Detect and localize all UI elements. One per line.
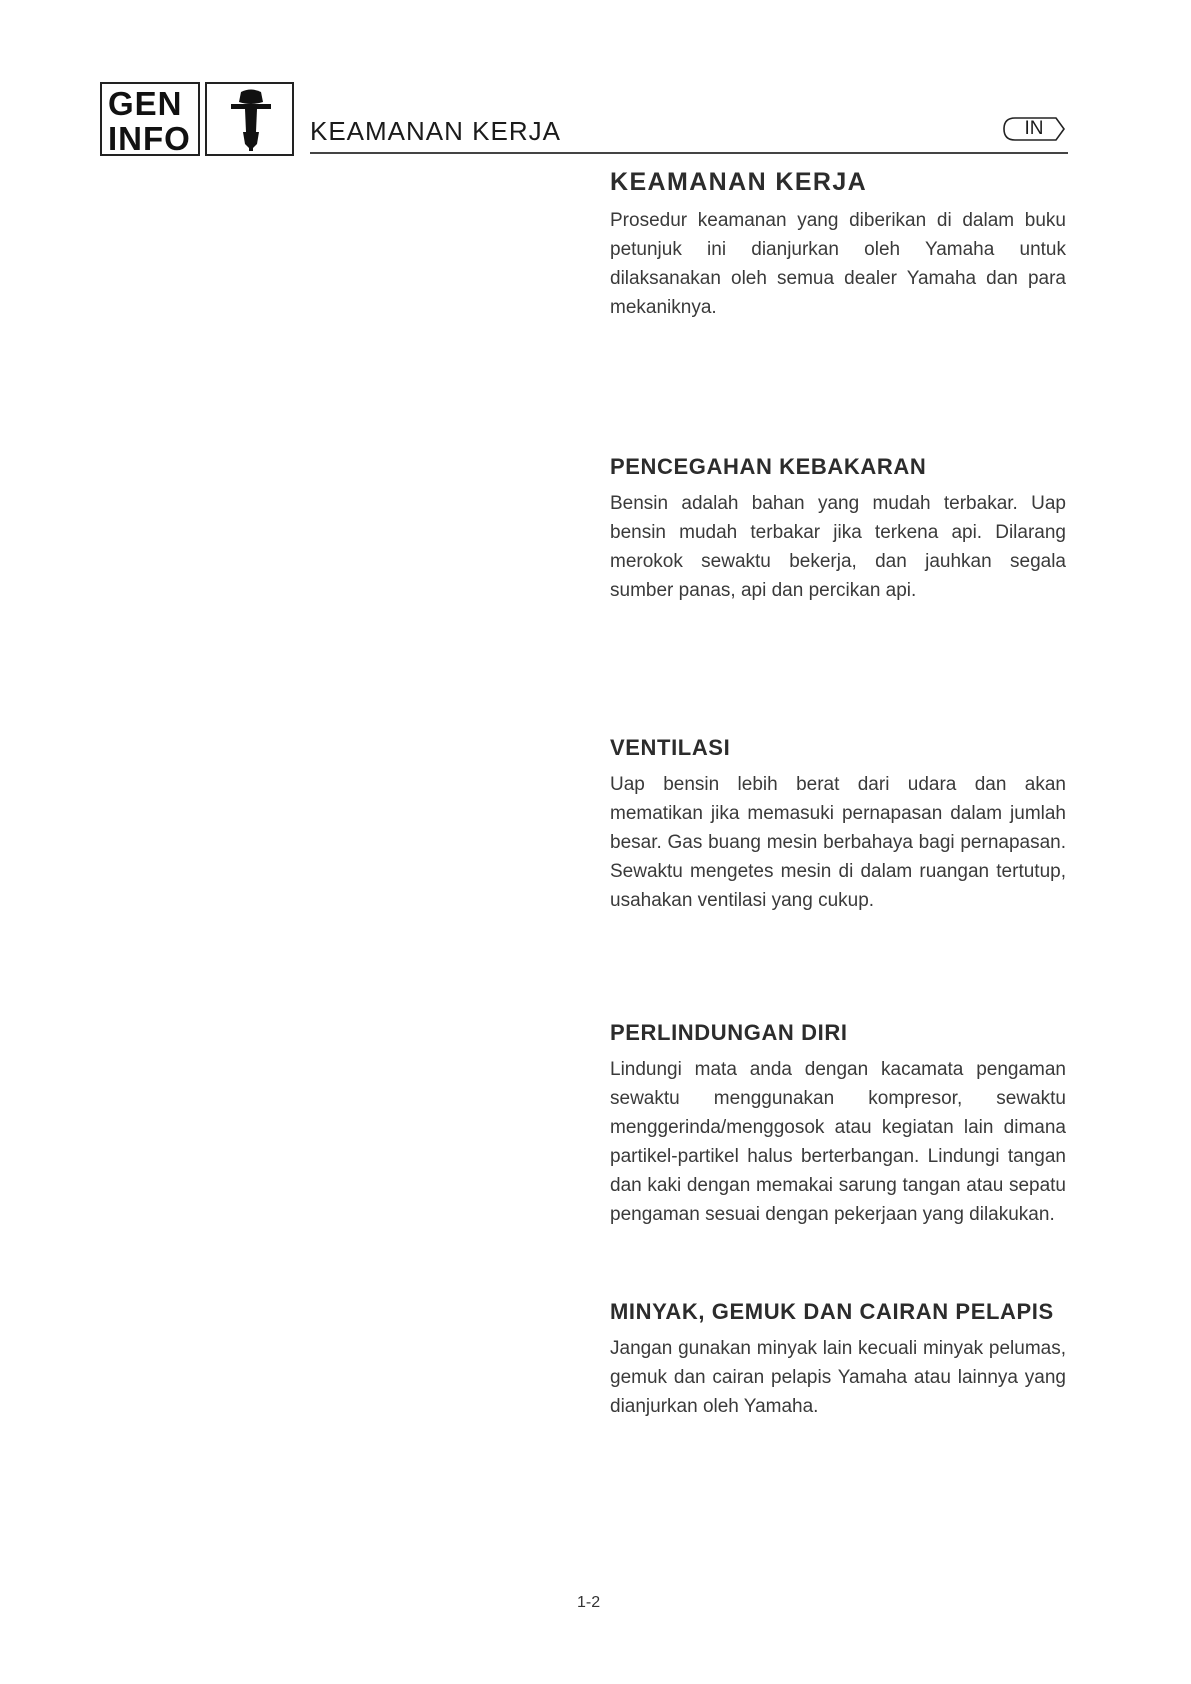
chapter-tab-gen-info [100,82,200,156]
outboard-motor-icon [229,88,273,152]
section-paragraph: Prosedur keamanan yang diberikan di dalam buku petunjuk ini dianjurkan oleh Yamaha untuk dilaksanakan oleh semua dealer Yamaha dan para mekaniknya. [610,210,1066,318]
chapter-icon-box [205,82,294,156]
section-heading: VENTILASI [610,735,731,760]
section-paragraph: Uap bensin lebih berat dari udara dan akan mematikan jika memasuki pernapasan dalam jumlah besar. Gas buang mesin berbahaya bagi pernapasan. Sewaktu mengetes mesin di dalam ruangan tertutup, usahakan ventilasi yang cukup. [610,774,1066,911]
section-paragraph: Jangan gunakan minyak lain kecuali minyak pelumas, gemuk dan cairan pelapis Yamaha atau lainnya yang dianjurkan oleh Yamaha. [610,1338,1066,1417]
section-heading: PERLINDUNGAN DIRI [610,1020,848,1045]
section-heading: KEAMANAN KERJA [610,168,868,196]
section-ventilasi [610,734,1066,915]
language-badge [1002,116,1066,142]
header-divider [310,152,1068,154]
section-paragraph: Bensin adalah bahan yang mudah terbakar. Uap bensin mudah terbakar jika terkena api. Dilarang merokok sewaktu bekerja, dan jauhkan segala sumber panas, api dan percikan api. [610,493,1066,601]
section-minyak-gemuk [610,1298,1066,1421]
language-badge-label: IN [1024,118,1044,139]
chapter-info-label: INFO [108,120,191,157]
page-section-title: KEAMANAN KERJA [310,116,561,146]
section-heading: PENCEGAHAN KEBAKARAN [610,454,927,479]
page-number: 1-2 [577,1594,601,1611]
section-heading: MINYAK, GEMUK DAN CAIRAN PELAPIS [610,1299,1054,1324]
section-keamanan-kerja [610,168,1066,322]
chapter-gen-label: GEN [108,85,183,122]
section-perlindungan-diri [610,1019,1066,1229]
section-paragraph: Lindungi mata anda dengan kacamata pengaman sewaktu menggunakan kompresor, sewaktu menggerinda/menggosok atau kegiatan lain dimana partikel-partikel halus berterbangan. Lindungi tangan dan kaki dengan memakai sarung tangan atau sepatu pengaman sesuai dengan pekerjaan yang dilakukan. [610,1059,1066,1225]
section-pencegahan-kebakaran [610,453,1066,605]
